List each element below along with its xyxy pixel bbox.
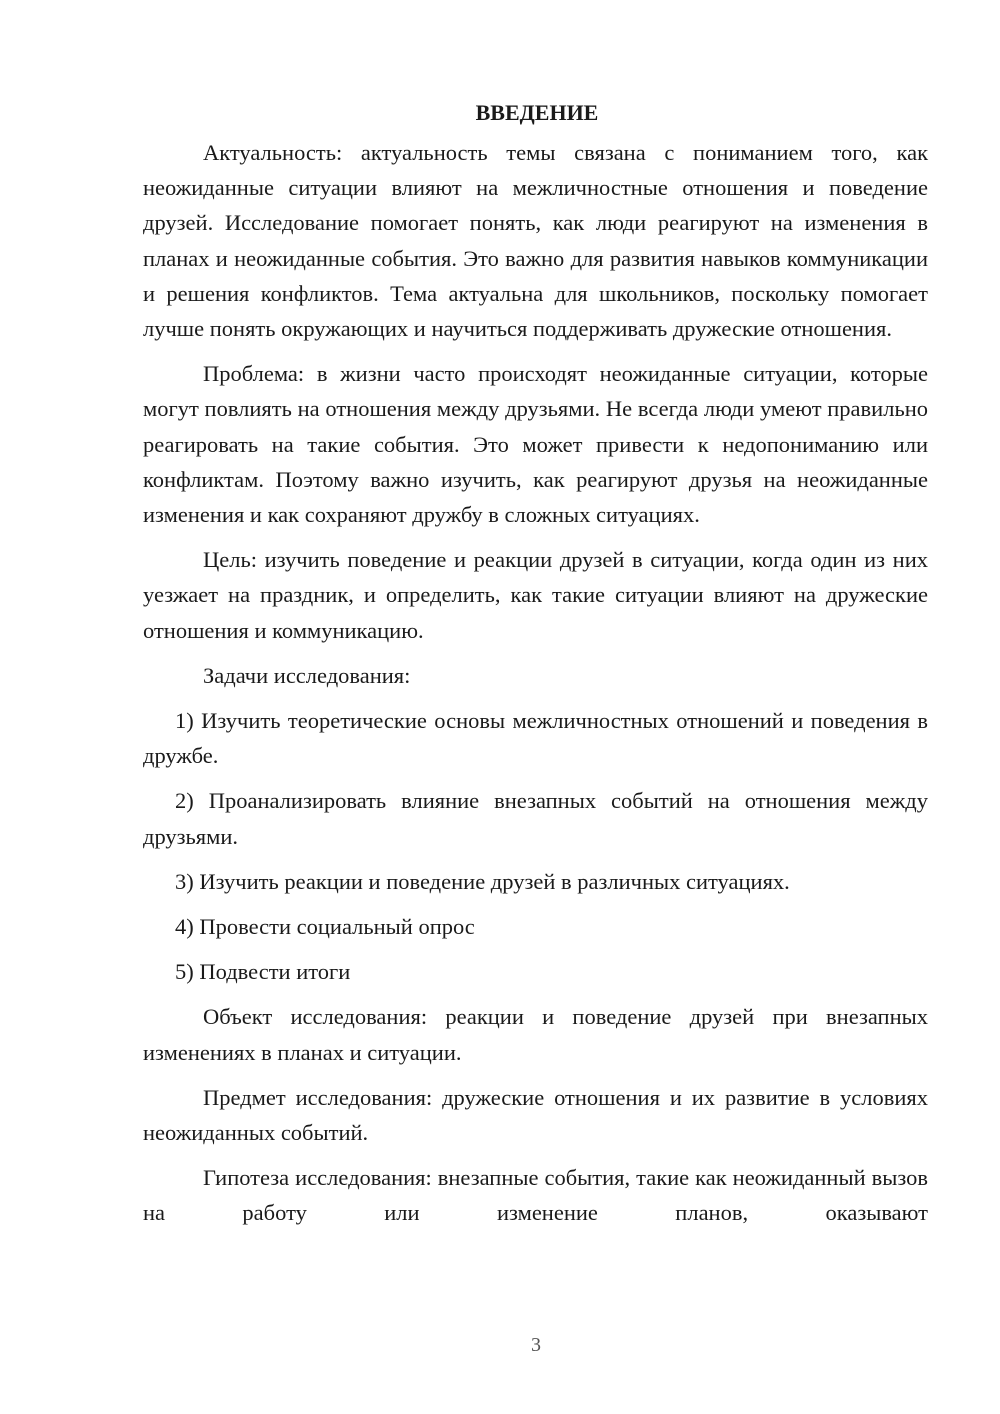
hypothesis-paragraph: Гипотеза исследования: внезапные события, такие как неожиданный вызов на работу или изменение планов, оказывают: [143, 1165, 928, 1226]
task-item-1: 1) Изучить теоретические основы межличностных отношений и поведения в дружбе.: [143, 708, 928, 769]
task-item-2: 2) Проанализировать влияние внезапных событий на отношения между друзьями.: [143, 788, 928, 849]
task-item-5: 5) Подвести итоги: [175, 959, 351, 985]
object-paragraph: Объект исследования: реакции и поведение друзей при внезапных изменениях в планах и ситуации.: [143, 1004, 928, 1065]
relevance-paragraph: Актуальность: актуальность темы связана с пониманием того, как неожиданные ситуации влияют на межличностные отношения и поведение друзей. Исследование помогает понять, как люди реагируют на изменения в планах и неожиданные события. Это важно для развития навыков коммуникации и решения конфликтов. Тема актуальна для школьников, поскольку помогает лучше понять окружающих и научиться поддерживать дружеские отношения.: [143, 140, 928, 342]
task-item-3: 3) Изучить реакции и поведение друзей в различных ситуациях.: [175, 868, 790, 894]
subject-paragraph: Предмет исследования: дружеские отношения и их развитие в условиях неожиданных событий.: [143, 1084, 928, 1146]
page-number: 3: [531, 1334, 541, 1356]
problem-paragraph: Проблема: в жизни часто происходят неожиданные ситуации, которые могут повлиять на отношения между друзьями. Не всегда люди умеют правильно реагировать на такие события. Это может привести к недопониманию или конфликтам. Поэтому важно изучить, как реагируют друзья на неожиданные изменения и как сохраняют дружбу в сложных ситуациях.: [143, 361, 928, 528]
tasks-heading: Задачи исследования:: [203, 662, 411, 688]
section-title: ВВЕДЕНИЕ: [475, 100, 599, 125]
document-page: [143, 95, 928, 1241]
task-item-4: 4) Провести социальный опрос: [175, 914, 475, 940]
goal-paragraph: Цель: изучить поведение и реакции друзей в ситуации, когда один из них уезжает на праздник, и определить, как такие ситуации влияют на дружеские отношения и коммуникацию.: [143, 547, 928, 643]
